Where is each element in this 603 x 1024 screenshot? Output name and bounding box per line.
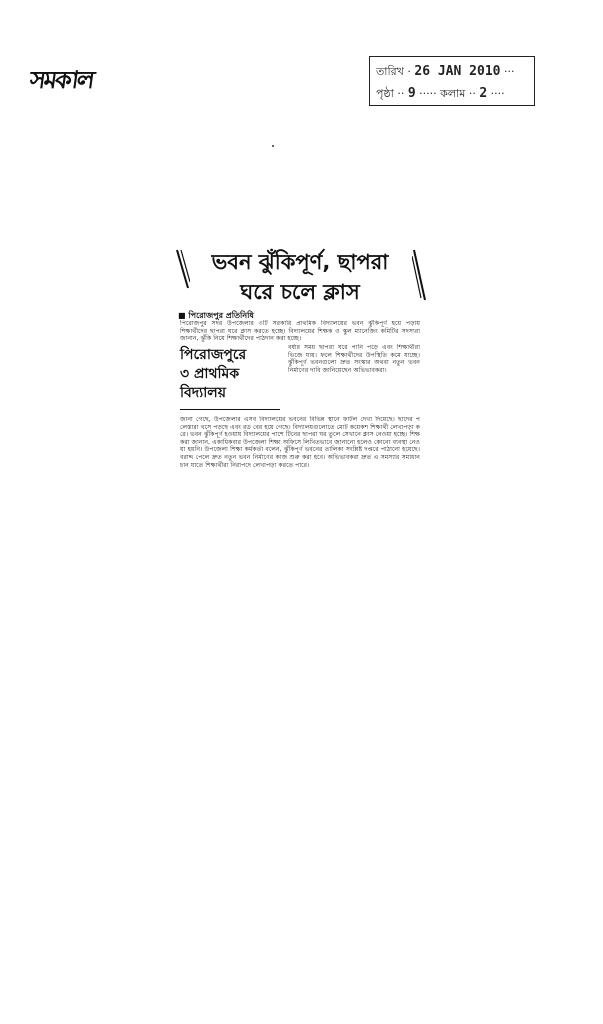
article-subhead <box>180 346 284 410</box>
article-body-intro: পিরোজপুর সদর উপজেলার ৩টি সরকারি প্রাথমিক বিদ্যালয়ের ভবন ঝুঁকিপূর্ণ হয়ে পড়ায় শিক্ষার্থীদের ছাপরা ঘরে ক্লাস করতে হচ্ছে। বিদ্যালয়ের শিক্ষক ও স্কুল ম্যানেজিং কমিটির সদস্যরা জানান, ঝুঁকি নিয়ে শিক্ষার্থীদের পাঠদান করা হচ্ছে। <box>180 320 420 342</box>
stamp-date-label: তারিখ <box>376 65 404 78</box>
subhead-rule <box>180 409 280 411</box>
stamp-page-label: পৃষ্ঠা <box>376 87 394 100</box>
stamp-column-label: কলাম <box>440 87 466 100</box>
newspaper-clipping <box>176 244 424 554</box>
date-stamp <box>369 56 535 106</box>
subhead-line-1: পিরোজপুরে <box>180 347 247 363</box>
article-headline <box>176 244 424 306</box>
stamp-page-row: পৃষ্ঠা ·· 9 ····· কলাম ·· 2 ···· <box>376 86 505 101</box>
newspaper-masthead: সমকাল <box>28 66 95 94</box>
stamp-date-row: তারিখ · 26 JAN 2010 ··· <box>376 64 515 79</box>
stamp-date-value: 26 JAN 2010 <box>414 64 501 79</box>
scan-speck <box>272 145 274 147</box>
headline-bracket-right-icon <box>412 248 426 302</box>
headline-line-1: ভবন ঝুঁকিপূর্ণ, ছাপরা <box>211 250 389 274</box>
headline-line-2: ঘরে চলে ক্লাস <box>240 280 360 304</box>
subhead-line-3: বিদ্যালয় <box>180 385 226 401</box>
stamp-page-value: 9 <box>407 86 416 101</box>
stamp-column-value: 2 <box>479 86 488 101</box>
subhead-line-2: ৩ প্রাথমিক <box>180 366 240 382</box>
article-dateline: ■ পিরোজপুর প্রতিনিধি <box>178 311 254 320</box>
article-body-side: বর্ষার সময় ছাপরা ঘরে পানি পড়ে এবং শিক্ষার্থীরা ভিজে যায়। ফলে শিক্ষার্থীদের উপস্থিতি কমে যাচ্ছে। ঝুঁকিপূর্ণ ভবনগুলো দ্রুত সংস্কার অথবা নতুন ভবন নির্মাণের দাবি জানিয়েছেন অভিভাবকরা। <box>288 344 420 374</box>
article-body-main: জানা গেছে, উপজেলার এসব বিদ্যালয়ের ভবনের বিভিন্ন স্থানে ফাটল দেখা দিয়েছে। ছাদের পলেস্তারা খসে পড়ছে এবং রড বের হয়ে গেছে। বিদ্যালয়গুলোতে মোট কয়েকশ শিক্ষার্থী লেখাপড়া করে। ভবন ঝুঁকিপূর্ণ হওয়ায় বিদ্যালয়ের পাশে টিনের ছাপরা ঘর তুলে সেখানে ক্লাস নেওয়া হচ্ছে। শিক্ষকরা জানান, একাধিকবার উপজেলা শিক্ষা অফিসে লিখিতভাবে জানানো হলেও কোনো ব্যবস্থা নেওয়া হয়নি। উপজেলা শিক্ষা কর্মকর্তা বলেন, ঝুঁকিপূর্ণ ভবনের তালিকা সংশ্লিষ্ট দপ্তরে পাঠানো হয়েছে। বরাদ্দ পেলে দ্রুত নতুন ভবন নির্মাণের কাজ শুরু করা হবে। অভিভাবকরা দ্রুত এ সমস্যার সমাধান চান যাতে শিক্ষার্থীরা নিরাপদে লেখাপড়া করতে পারে। <box>180 416 420 469</box>
